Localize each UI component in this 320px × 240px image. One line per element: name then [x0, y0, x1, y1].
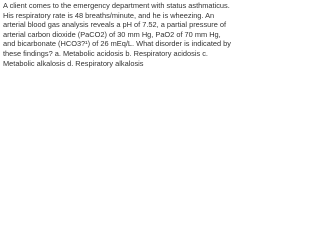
question-text: A client comes to the emergency department with status asthmaticus. His respiratory rate is 48 breaths/minute, and he is wheezing. An arterial blood gas analysis reveals a pH of 7.52, a partial pressure of arterial carbon dioxide (PaCO2) of 30 mm Hg, PaO2 of 70 mm Hg, and bicarbonate (HCO3?¹) of 26 mEq/L. What disorder is indicated by these findings? a. Metabolic acidosis b. Respiratory acidosis c. Metabolic alkalosis d. Respiratory alkalosis [3, 1, 231, 68]
question-document [0, 0, 235, 88]
